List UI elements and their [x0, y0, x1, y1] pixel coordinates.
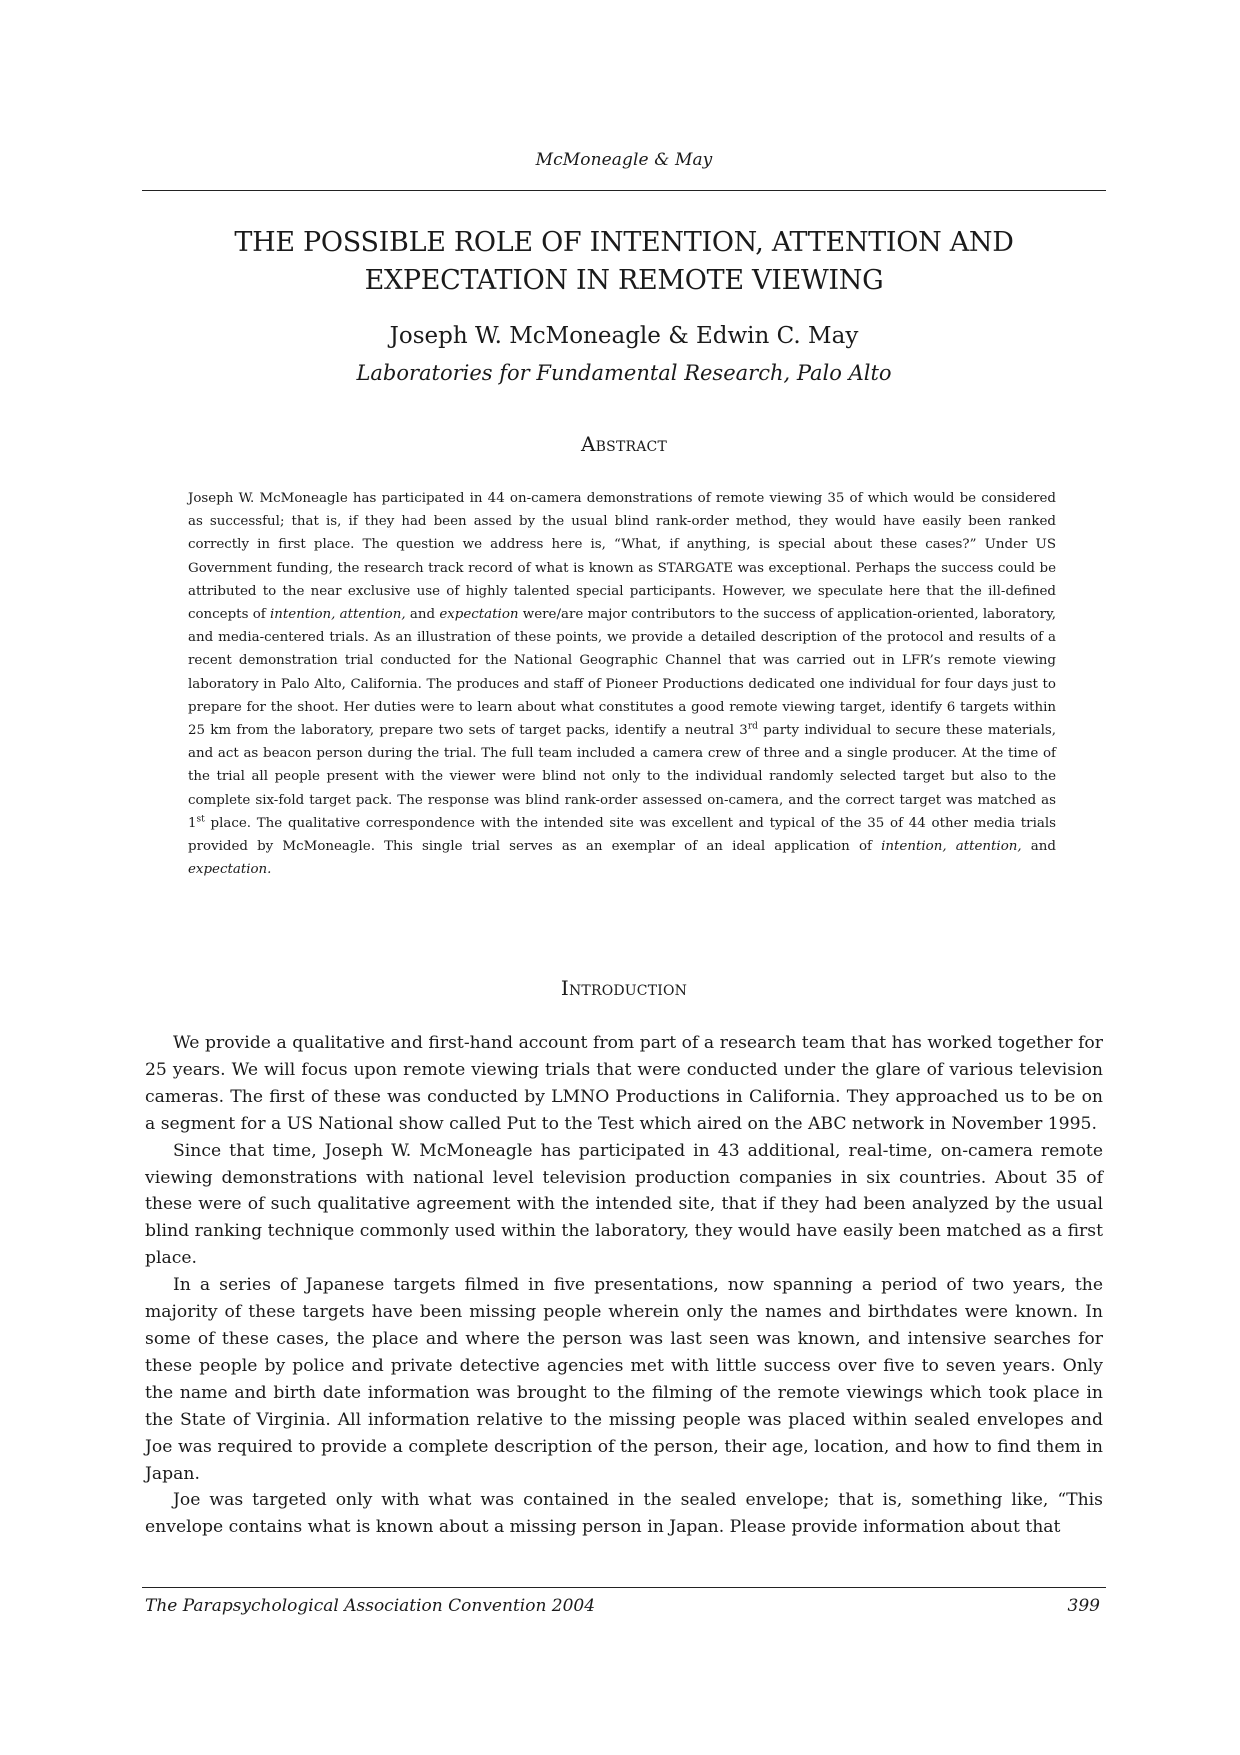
authors: Joseph W. McMoneagle & Edwin C. May: [389, 323, 859, 349]
abstract-part-3: were/are major contributors to the success of application-oriented, laboratory, and media-centered trials. As an illustration of these points, we provide a detailed description of the protocol and results of a recent demonstration trial conducted for the National Geographic Channel that was carried out in LFR’s remote viewing laboratory in Palo Alto, California. The produces and staff of Pioneer Productions dedicated one individual for four days just to prepare for the shoot. Her duties were to learn about what constitutes a good remote viewing target, identify 6 targets within 25 km from the laboratory, prepare two sets of target packs, identify a neutral 3: [188, 607, 1057, 739]
abstract-part-5: place. The qualitative correspondence with the intended site was excellent and typical of the 35 of 44 other media trials provided by McMoneagle. This single trial serves as an exemplar of an ideal application of: [188, 815, 1057, 855]
abstract-emphasis-1: intention, attention,: [269, 607, 406, 623]
introduction-body: [145, 1030, 1103, 1541]
intro-paragraph-3: In a series of Japanese targets filmed in five presentations, now spanning a period of two years, the majority of these targets have been missing people wherein only the names and birthdates were known. In some of these cases, the place and where the person was last seen was known, and intensive searches for these people by police and private detective agencies met with little success over five to seven years. Only the name and birth date information was brought to the filming of the remote viewings which took place in the State of Virginia. All information relative to the missing people was placed within sealed envelopes and Joe was required to provide a complete description of the person, their age, location, and how to find them in Japan.: [145, 1275, 1103, 1484]
footer-rule: [142, 1587, 1106, 1588]
abstract-superscript-1: rd: [747, 721, 758, 732]
header-rule: [142, 190, 1106, 191]
abstract-emphasis-3: intention, attention,: [881, 839, 1022, 855]
abstract-heading: Abstract: [581, 432, 667, 456]
abstract-part-2: and: [409, 607, 436, 623]
abstract-text: [188, 487, 1056, 881]
abstract-emphasis-4: expectation.: [188, 862, 272, 878]
paper-title: [142, 224, 1106, 300]
introduction-heading: Introduction: [560, 976, 688, 1000]
abstract-part-4: party individual to secure these materials, and act as beacon person during the trial. The full team included a camera crew of three and a single producer. At the time of the trial all people present with the viewer were blind not only to the individual randomly selected target but also to the complete six-fold target pack. The response was blind rank-order assessed on-camera, and the correct target was matched as 1: [188, 723, 1056, 831]
intro-paragraph-1: We provide a qualitative and first-hand account from part of a research team that has worked together for 25 years. We will focus upon remote viewing trials that were conducted under the glare of various television cameras. The first of these was conducted by LMNO Productions in California. They approached us to be on a segment for a US National show called Put to the Test which aired on the ABC network in November 1995.: [145, 1033, 1103, 1134]
running-head: McMoneagle & May: [535, 150, 713, 170]
affiliation: Laboratories for Fundamental Research, Palo Alto: [356, 361, 892, 385]
page-number: 399: [1067, 1596, 1100, 1616]
abstract-superscript-2: st: [196, 814, 205, 825]
title-line-1: THE POSSIBLE ROLE OF INTENTION, ATTENTION AND: [234, 227, 1014, 258]
abstract-part-6: and: [1030, 839, 1056, 855]
footer-journal: The Parapsychological Association Convention 2004: [145, 1596, 596, 1616]
abstract-part-1: Joseph W. McMoneagle has participated in 44 on-camera demonstrations of remote viewing 35 of which would be considered as successful; that is, if they had been assed by the usual blind rank-order method, they would have easily been ranked correctly in first place. The question we address here is, “What, if anything, is special about these cases?” Under US Government funding, the research track record of what is known as STARGATE was exceptional. Perhaps the success could be attributed to the near exclusive use of highly talented special participants. However, we speculate here that the ill-defined concepts of: [188, 491, 1056, 623]
abstract-emphasis-2: expectation: [439, 607, 519, 623]
intro-paragraph-4: Joe was targeted only with what was contained in the sealed envelope; that is, something like, “This envelope contains what is known about a missing person in Japan. Please provide information about that: [145, 1490, 1103, 1538]
title-line-2: EXPECTATION IN REMOTE VIEWING: [364, 265, 884, 296]
intro-paragraph-2: Since that time, Joseph W. McMoneagle has participated in 43 additional, real-time, on-camera remote viewing demonstrations with national level television production companies in six countries. About 35 of these were of such qualitative agreement with the intended site, that if they had been analyzed by the usual blind ranking technique commonly used within the laboratory, they would have easily been matched as a first place.: [145, 1140, 1103, 1269]
